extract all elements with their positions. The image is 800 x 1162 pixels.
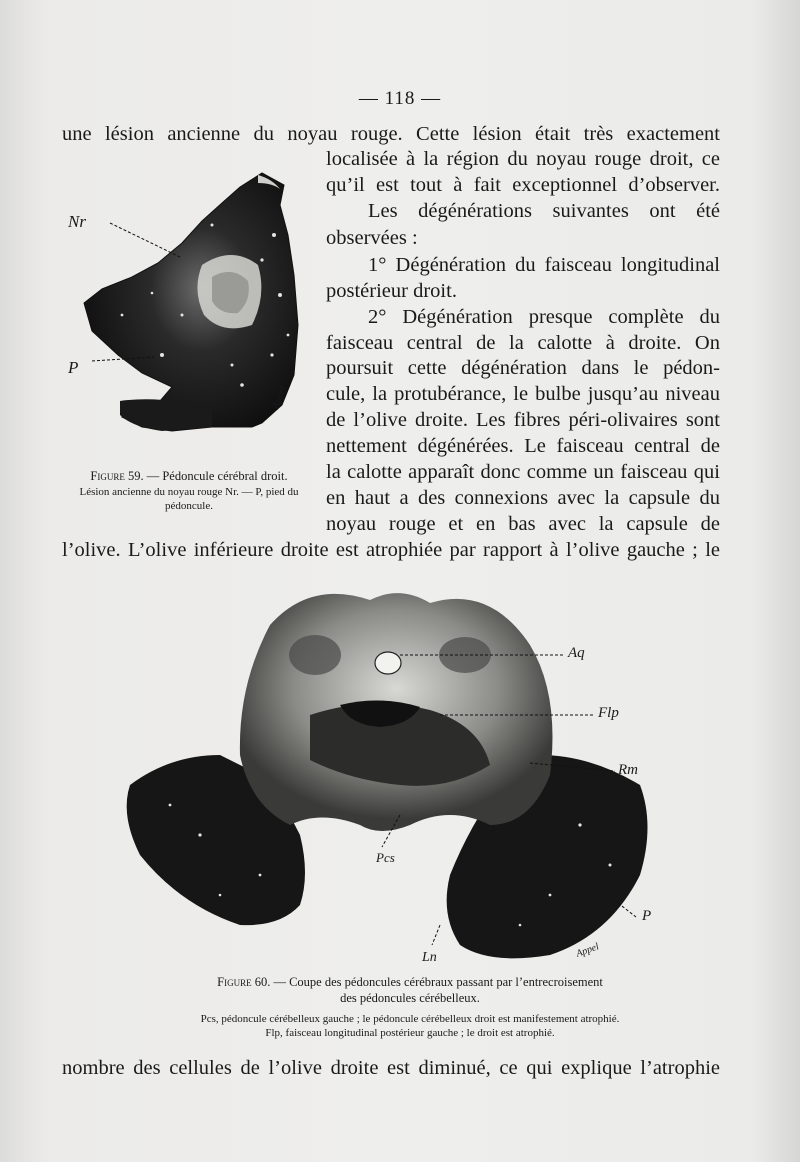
text-line-13: nettement dégénérées. Le faisceau central de (326, 435, 720, 457)
figure-59-caption-main (58, 468, 320, 485)
figure-60-caption-text: — Coupe des pédoncules cérébraux passant par l’entrecroisement (270, 975, 603, 989)
figure-59-label-p: P (68, 358, 79, 377)
figure-60-label-flp: Flp (598, 705, 619, 721)
figure-59-label-nr: Nr (68, 212, 86, 231)
figure-60-caption-detail-1: Pcs, pédoncule cérébelleux gauche ; le pédoncule cérébelleux droit est manifestement atrophié. (200, 1013, 620, 1025)
text-line-10: poursuit cette dégénération dans le pédon- (326, 357, 720, 379)
figure-60-label-p: P (642, 908, 652, 924)
text-line-15: en haut a des connexions avec la capsule du (326, 487, 720, 509)
text-line-last: nombre des cellules de l’olive droite est diminué, ce qui explique l’atrophie (62, 1057, 720, 1079)
text-line-14: la calotte apparaît donc comme un faisceau qui (326, 461, 720, 483)
text-line-5: observées : (326, 227, 418, 249)
text-line-3: qu’il est tout à fait exceptionnel d’observer. (326, 174, 720, 196)
figure-60-caption-main-2: des pédoncules cérébelleux. (340, 991, 480, 1005)
figure-59-illustration (62, 165, 320, 455)
text-line-6: 1° Dégénération du faisceau longitudinal (368, 254, 720, 276)
figure-59-caption-detail: Lésion ancienne du noyau rouge Nr. — P, pied du pédoncule. (79, 486, 299, 512)
figure-60-caption (150, 974, 670, 1040)
figure-60-label-rm: Rm (618, 762, 638, 778)
figure-59-caption (58, 468, 320, 513)
text-line-17: l’olive. L’olive inférieure droite est atrophiée par rapport à l’olive gauche ; le (62, 539, 720, 561)
text-line-8: 2° Dégénération presque complète du (368, 306, 720, 328)
figure-60-label-pcs: Pcs (376, 850, 395, 865)
figure-60-caption-title: Figure 60. (217, 975, 271, 989)
figure-60-label-ln: Ln (422, 950, 437, 965)
text-line-4: Les dégénérations suivantes ont été (368, 200, 720, 222)
text-line-16: noyau rouge et en bas avec la capsule de (326, 513, 720, 535)
figure-60-signature: Appel (574, 941, 601, 960)
page-number: — 118 — (358, 88, 442, 109)
figure-60-label-aq: Aq (568, 645, 585, 661)
text-line-2: localisée à la région du noyau rouge droit, ce (326, 148, 720, 170)
text-line-7: postérieur droit. (326, 280, 457, 302)
figure-59-caption-title: Figure 59. (90, 469, 144, 483)
text-line-12: de l’olive droite. Les fibres péri-olivaires sont (326, 409, 720, 431)
figure-60-illustration (110, 575, 670, 975)
text-line-1: une lésion ancienne du noyau rouge. Cette lésion était très exactement (62, 123, 720, 145)
text-line-9: faisceau central de la calotte à droite. On (326, 332, 720, 354)
text-line-11: cule, la protubérance, le bulbe jusqu’au niveau (326, 383, 720, 405)
figure-59-signature: Appel (270, 384, 289, 411)
figure-59-caption-text: — Pédoncule cérébral droit. (143, 469, 288, 483)
figure-60-caption-detail-2: Flp, faisceau longitudinal postérieur gauche ; le droit est atrophié. (265, 1027, 555, 1039)
figure-60-caption-main (150, 974, 670, 990)
